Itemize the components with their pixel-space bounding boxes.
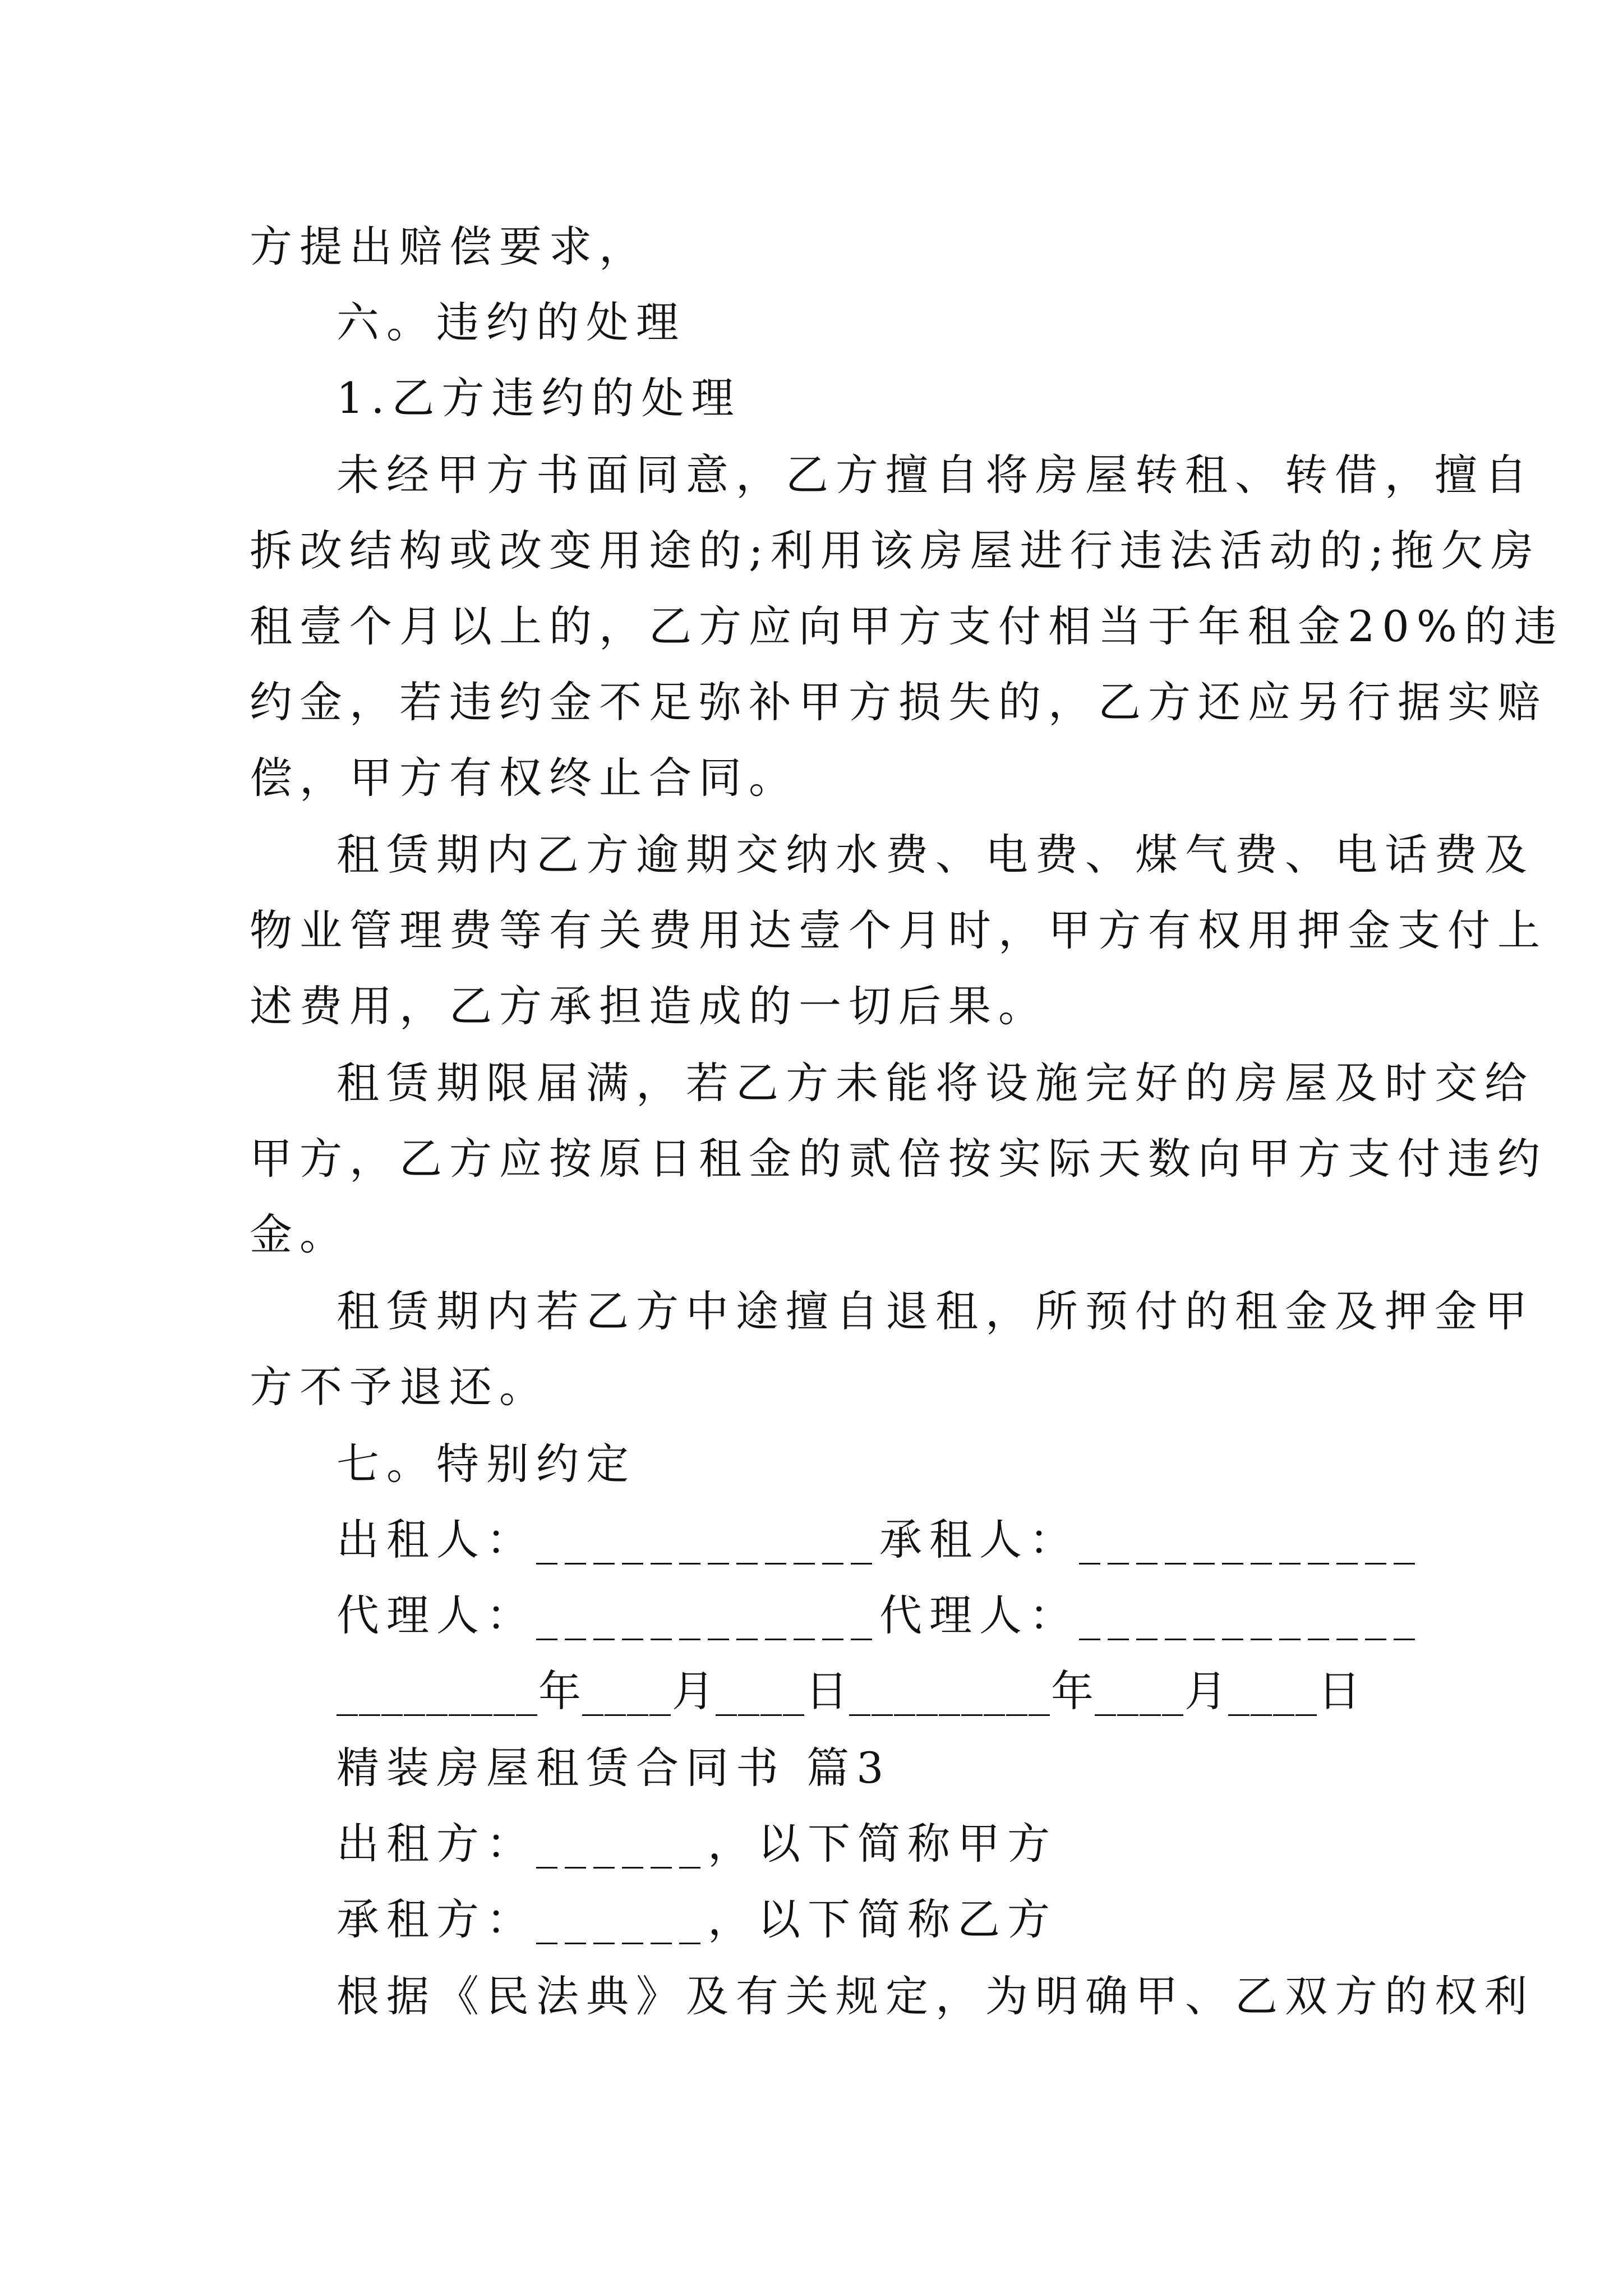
party-a-line: 出租方：______，以下简称甲方 (336, 1819, 1057, 1869)
text-line: 甲方，乙方应按原日租金的贰倍按实际天数向甲方支付违约 (250, 1134, 1547, 1184)
text-line: 物业管理费等有关费用达壹个月时，甲方有权用押金支付上 (250, 905, 1547, 955)
document-title: 精装房屋租赁合同书 篇3 (336, 1743, 891, 1793)
signature-line-agent: 代理人：____________代理人：____________ (336, 1590, 1422, 1640)
text-line: 述费用，乙方承担造成的一切后果。 (250, 981, 1048, 1031)
text-line: 租赁期内若乙方中途擅自退租，所预付的租金及押金甲 (336, 1286, 1534, 1336)
section-heading: 七。特别约定 (336, 1439, 636, 1489)
section-heading: 六。违约的处理 (336, 297, 686, 347)
text-line: 未经甲方书面同意，乙方擅自将房屋转租、转借，擅自 (336, 450, 1534, 500)
text-line: 偿，甲方有权终止合同。 (250, 753, 799, 803)
text-line: 租壹个月以上的，乙方应向甲方支付相当于年租金20%的违 (250, 601, 1564, 651)
text-line: 根据《民法典》及有关规定，为明确甲、乙双方的权利 (336, 1971, 1534, 2021)
text-line: 租赁期内乙方逾期交纳水费、电费、煤气费、电话费及 (336, 830, 1534, 880)
date-line: _________年____月____日_________年____月____日 (336, 1666, 1362, 1716)
text-line: 租赁期限届满，若乙方未能将设施完好的房屋及时交给 (336, 1058, 1534, 1108)
text-line: 拆改结构或改变用途的;利用该房屋进行违法活动的;拖欠房 (250, 526, 1541, 576)
text-line: 方不予退还。 (250, 1362, 549, 1412)
text-line: 方提出赔偿要求， (250, 222, 649, 272)
signature-line-lessor: 出租人：____________承租人：____________ (336, 1515, 1422, 1565)
text-line: 金。 (250, 1209, 349, 1259)
subsection-heading: 1.乙方违约的处理 (336, 373, 741, 423)
party-b-line: 承租方：______，以下简称乙方 (336, 1894, 1057, 1944)
text-line: 约金，若违约金不足弥补甲方损失的，乙方还应另行据实赔 (250, 677, 1547, 727)
